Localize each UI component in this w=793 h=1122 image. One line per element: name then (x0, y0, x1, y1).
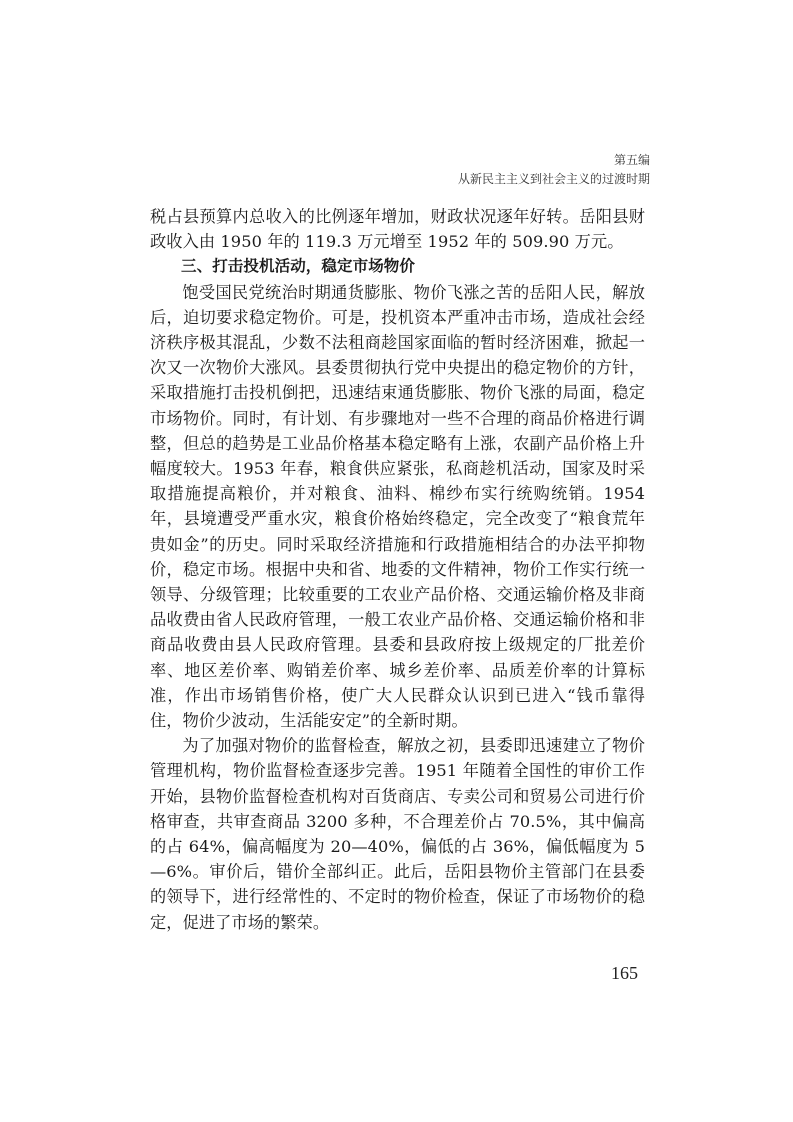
body-paragraph-2: 为了加强对物价的监督检查，解放之初，县委即迅速建立了物价管理机构，物价监督检查逐步完善。1951 年随着全国性的审价工作开始，县物价监督检查机构对百货商店、专卖公司和贸易公司进行价格审查，共审查商品 3200 多种，不合理差价占 70.5%，其中偏高的占 64%，偏高幅度为 20—40%，偏低的占 36%，偏低幅度为 5—6%。审价后，错价全部纠正。此后，岳阳县物价主管部门在县委的领导下，进行经常性的、不定时的物价检查，保证了市场物价的稳定，促进了市场的繁荣。 (150, 736, 645, 932)
running-header-subtitle: 从新民主主义到社会主义的过渡时期 (457, 172, 650, 186)
section-heading: 三、打击投机活动，稳定市场物价 (181, 257, 416, 276)
running-header-part: 第五编 (613, 153, 650, 167)
continuation-paragraph: 税占县预算内总收入的比例逐年增加，财政状况逐年好转。岳阳县财政收入由 1950 年的 119.3 万元增至 1952 年的 509.90 万元。 (150, 207, 645, 252)
body-paragraph-1: 饱受国民党统治时期通货膨胀、物价飞涨之苦的岳阳人民，解放后，迫切要求稳定物价。可是，投机资本严重冲击市场，造成社会经济秩序极其混乱，少数不法租商趁国家面临的暂时经济困难，掀起一次又一次物价大涨风。县委贯彻执行党中央提出的稳定物价的方针，采取措施打击投机倒把，迅速结束通货膨胀、物价飞涨的局面，稳定市场物价。同时，有计划、有步骤地对一些不合理的商品价格进行调整，但总的趋势是工业品价格基本稳定略有上涨，农副产品价格上升幅度较大。1953 年春，粮食供应紧张，私商趁机活动，国家及时采取措施提高粮价，并对粮食、油料、棉纱布实行统购统销。1954 年，县境遭受严重水灾，粮食价格始终稳定，完全改变了“粮食荒年贵如金”的历史。同时采取经济措施和行政措施相结合的办法平抑物价，稳定市场。根据中央和省、地委的文件精神，物价工作实行统一领导、分级管理；比较重要的工农业产品价格、交通运输价格及非商品收费由省人民政府管理，一般工农业产品价格、交通运输价格和非商品收费由县人民政府管理。县委和县政府按上级规定的厂批差价率、地区差价率、购销差价率、城乡差价率、品质差价率的计算标准，作出市场销售价格，使广大人民群众认识到已进入“钱币靠得住，物价少波动，生活能安定”的全新时期。 (150, 282, 645, 731)
page-number: 165 (611, 963, 638, 983)
page-body (150, 204, 645, 935)
